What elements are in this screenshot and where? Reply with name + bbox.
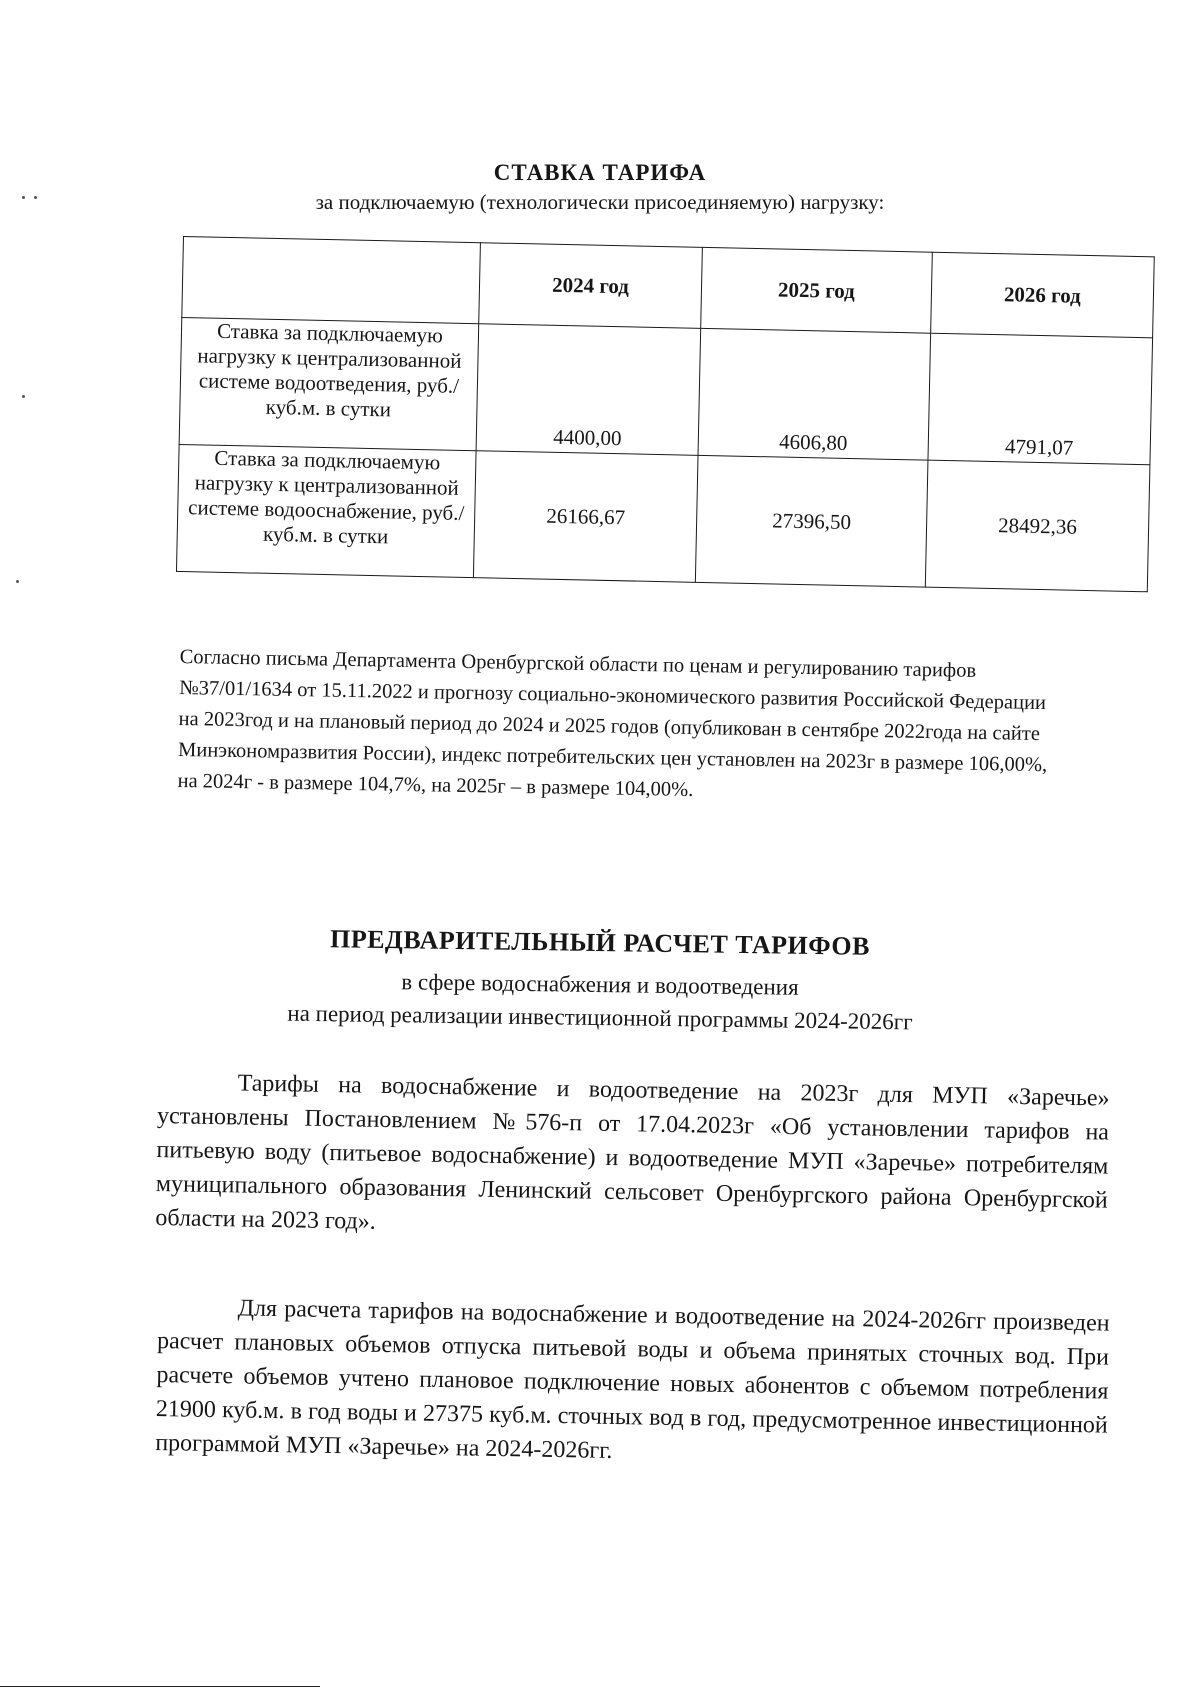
- tariff-table: [176, 236, 1155, 592]
- calculation-subtitle-line2: на период реализации инвестиционной программы 2024-2026гг: [287, 1000, 913, 1035]
- footer-rule: [0, 1686, 320, 1687]
- scan-speck: [16, 580, 19, 583]
- table-row-water-supply: [176, 444, 1149, 591]
- scan-speck: [34, 196, 37, 199]
- calculation-subtitle-line1: в сфере водоснабжения и водоотведения: [401, 969, 799, 1000]
- table-header-2025: 2025 год: [701, 247, 932, 333]
- scan-speck: [22, 196, 25, 199]
- tariff-title: СТАВКА ТАРИФА: [493, 160, 707, 185]
- table-header-2024: 2024 год: [479, 243, 703, 329]
- cell-wastewater-2025: 4606,80: [698, 328, 930, 460]
- row-label-wastewater: Ставка за подключаемую нагрузку к централизованной системе водоотведения, руб./куб.м. в сутки: [179, 317, 479, 450]
- cell-water-supply-2025: 27396,50: [695, 455, 927, 587]
- cell-wastewater-2026: 4791,07: [928, 333, 1153, 465]
- scan-speck: [22, 395, 25, 398]
- price-index-note: Согласно письма Департамента Оренбургской области по ценам и регулированию тарифов №37/01/1634 от 15.11.2022 и прогнозу социально-экономического развития Российской Федерации на 2023год и на плановый период до 2024 и 2025 годов (опубликован в сентябре 2022года на сайте Минэкономразвития России), индекс потребительских цен установлен на 2023г в размере 106,00%, на 2024г - в размере 104,7%, на 2025г – в размере 104,00%.: [177, 645, 1048, 801]
- calculation-title: ПРЕДВАРИТЕЛЬНЫЙ РАСЧЕТ ТАРИФОВ: [329, 924, 871, 961]
- paragraph-tariffs-2023: Тарифы на водоснабжение и водоотведение на 2023г для МУП «Заречье» установлены Постановлением №576-п от 17.04.2023г «Об установлении тарифов на питьевую воду (питьевое водоснабжение) и водоотведение МУП «Заречье» потребителям муниципального образования Ленинский сельсовет Оренбургского района Оренбургской области на 2023 год».: [155, 1070, 1110, 1235]
- table-header-empty: [182, 237, 481, 324]
- cell-wastewater-2024: 4400,00: [476, 324, 701, 456]
- cell-water-supply-2026: 28492,36: [925, 460, 1150, 592]
- paragraph-volume-calculation: Для расчета тарифов на водоснабжение и водоотведение на 2024-2026гг произведен расчет плановых объемов отпуска питьевой воды и объема принятых сточных вод. При расчете объемов учтено плановое подключение новых абонентов с объемом потребления 21900 куб.м. в год воды и 27375 куб.м. сточных вод в год, предусмотренное инвестиционной программой МУП «Заречье» на 2024-2026гг.: [155, 1295, 1110, 1464]
- tariff-subtitle: за подключаемую (технологически присоединяемую) нагрузку:: [315, 190, 885, 214]
- table-header-2026: 2026 год: [930, 252, 1154, 338]
- cell-water-supply-2024: 26166,67: [473, 451, 698, 583]
- row-label-water-supply: Ставка за подключаемую нагрузку к централизованной системе водооснабжение, руб./куб.м. в сутки: [176, 444, 476, 577]
- table-row-wastewater: [179, 317, 1152, 464]
